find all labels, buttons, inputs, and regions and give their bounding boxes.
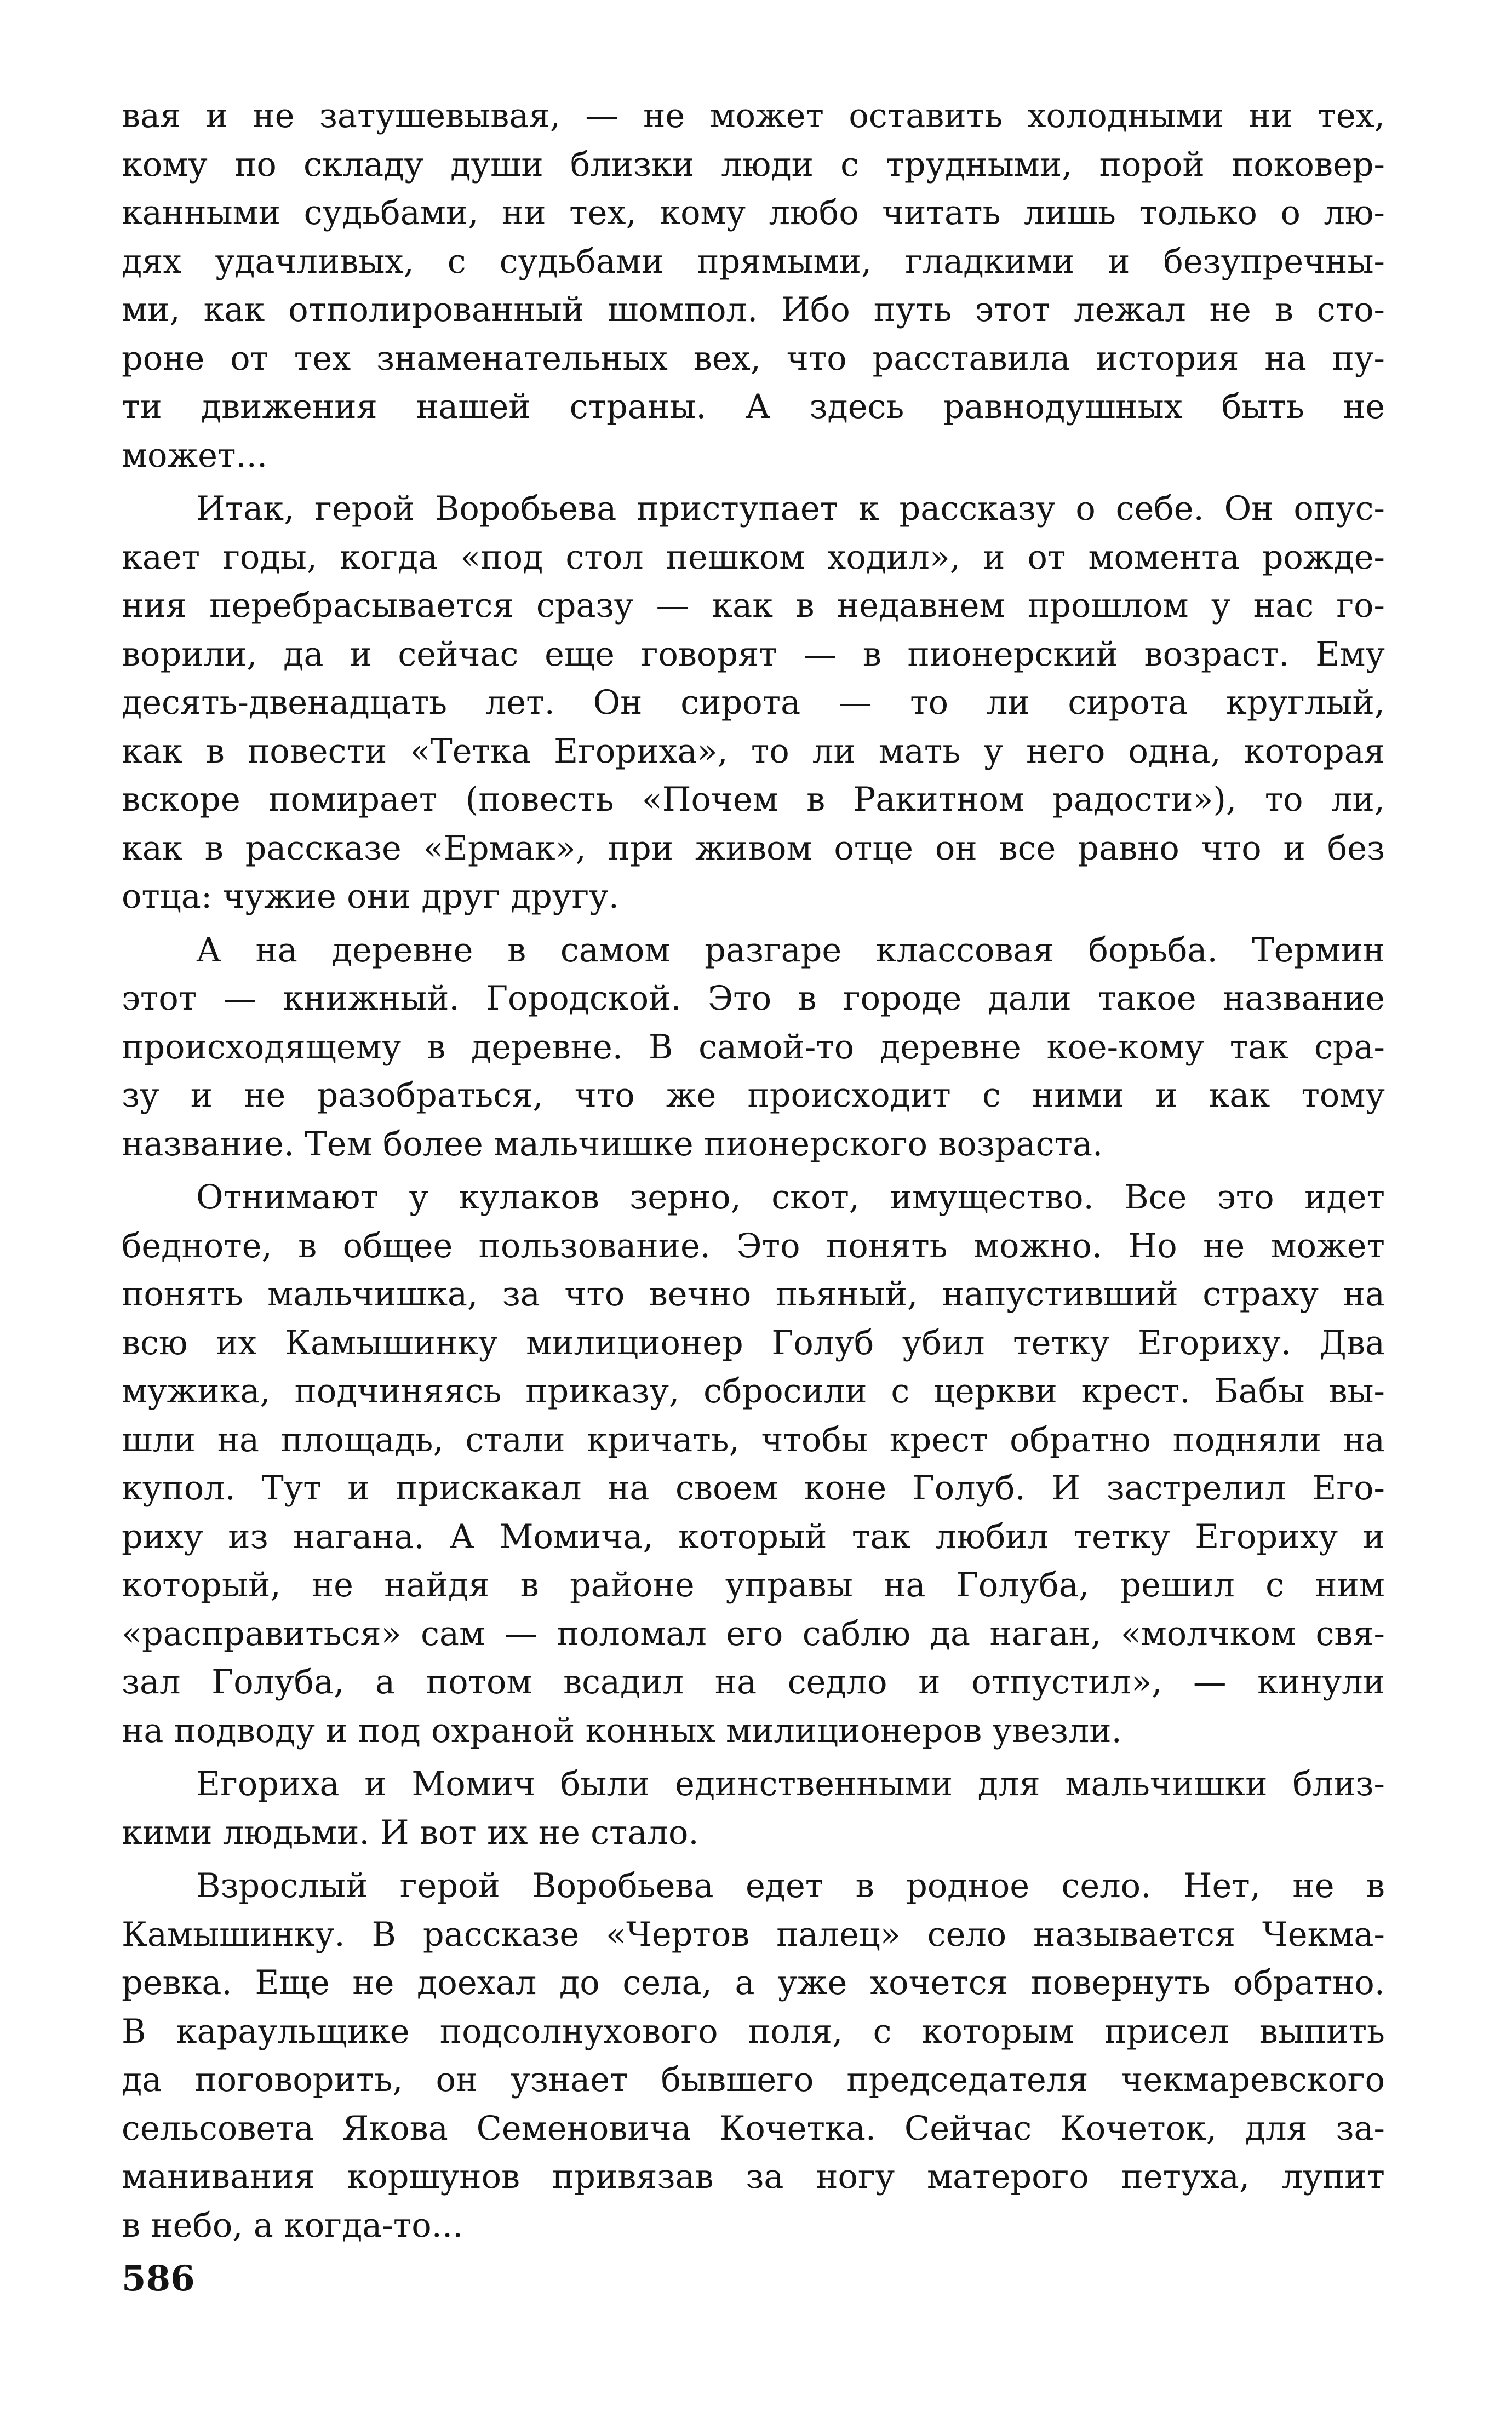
text-line: купол. Тут и прискакал на своем коне Голуб. И застрелил Его- — [122, 1469, 1385, 1508]
text-line: Камышинку. В рассказе «Чертов палец» село называется Чекма- — [122, 1915, 1385, 1954]
text-line: кает годы, когда «под стол пешком ходил», и от момента рожде- — [122, 538, 1385, 577]
page-number: 586 — [122, 2258, 195, 2299]
text-line: Отнимают у кулаков зерно, скот, имущество. Все это идет — [196, 1178, 1385, 1217]
text-line: этот — книжный. Городской. Это в городе дали такое название — [122, 979, 1385, 1018]
text-line: вая и не затушевывая, — не может оставить холодными ни тех, — [122, 97, 1385, 135]
paragraph-2 — [122, 485, 1385, 921]
text-line: ревка. Еще не доехал до села, а уже хочется повернуть обратно. — [122, 1964, 1385, 2002]
text-line: в небо, а когда-то... — [122, 2206, 463, 2245]
text-column — [122, 92, 1385, 2255]
text-line: ти движения нашей страны. А здесь равнодушных быть не — [122, 388, 1385, 426]
text-line: как в рассказе «Ермак», при живом отце он все равно что и без — [122, 829, 1385, 868]
text-line: который, не найдя в районе управы на Голуба, решил с ним — [122, 1566, 1385, 1605]
paragraph-3 — [122, 926, 1385, 1169]
text-line: шли на площадь, стали кричать, чтобы крест обратно подняли на — [122, 1420, 1385, 1459]
text-line: всю их Камышинку милиционер Голуб убил тетку Егориху. Два — [122, 1324, 1385, 1362]
text-line: название. Тем более мальчишке пионерского возраста. — [122, 1125, 1103, 1164]
paragraph-6 — [122, 1862, 1385, 2250]
text-line: Итак, герой Воробьева приступает к рассказу о себе. Он опус- — [196, 490, 1385, 528]
text-line: канными судьбами, ни тех, кому любо читать лишь только о лю- — [122, 194, 1385, 232]
text-line: манивания коршунов привязав за ногу матерого петуха, лупит — [122, 2158, 1385, 2196]
text-line: А на деревне в самом разгаре классовая борьба. Термин — [196, 931, 1385, 970]
paragraph-1 — [122, 92, 1385, 480]
text-line: дях удачливых, с судьбами прямыми, гладкими и безупречны- — [122, 242, 1385, 281]
text-line: происходящему в деревне. В самой-то деревне кое-кому так сра- — [122, 1028, 1385, 1067]
text-line: кими людьми. И вот их не стало. — [122, 1813, 699, 1852]
paragraph-5 — [122, 1760, 1385, 1857]
text-line: зал Голуба, а потом всадил на седло и отпустил», — кинули — [122, 1663, 1385, 1701]
paragraph-4 — [122, 1173, 1385, 1755]
text-line: роне от тех знаменательных вех, что расставила история на пу- — [122, 339, 1385, 378]
text-line: мужика, подчиняясь приказу, сбросили с церкви крест. Бабы вы- — [122, 1372, 1385, 1411]
text-line: Взрослый герой Воробьева едет в родное село. Нет, не в — [196, 1867, 1385, 1905]
text-line: понять мальчишка, за что вечно пьяный, напустивший страху на — [122, 1275, 1385, 1314]
text-line: на подводу и под охраной конных милиционеров увезли. — [122, 1711, 1122, 1750]
text-line: как в повести «Тетка Егориха», то ли мать у него одна, которая — [122, 732, 1385, 771]
text-line: В караульщике подсолнухового поля, с которым присел выпить — [122, 2012, 1385, 2051]
text-line: десять-двенадцать лет. Он сирота — то ли сирота круглый, — [122, 684, 1385, 722]
text-line: ворили, да и сейчас еще говорят — в пионерский возраст. Ему — [122, 635, 1385, 674]
text-line: вскоре помирает (повесть «Почем в Ракитном радости»), то ли, — [122, 781, 1385, 819]
text-line: отца: чужие они друг другу. — [122, 878, 620, 916]
text-line: бедноте, в общее пользование. Это понять можно. Но не может — [122, 1227, 1385, 1265]
text-line: «расправиться» сам — поломал его саблю да наган, «молчком свя- — [122, 1614, 1385, 1653]
text-line: риху из нагана. А Момича, который так любил тетку Егориху и — [122, 1517, 1385, 1556]
text-line: да поговорить, он узнает бывшего председателя чекмаревского — [122, 2061, 1385, 2099]
text-line: Егориха и Момич были единственными для мальчишки близ- — [196, 1765, 1385, 1803]
text-line: кому по складу души близки люди с трудными, порой поковер- — [122, 145, 1385, 184]
text-line: ния перебрасывается сразу — как в недавнем прошлом у нас го- — [122, 587, 1385, 625]
text-line: ми, как отполированный шомпол. Ибо путь этот лежал не в сто- — [122, 291, 1385, 329]
text-line: может... — [122, 436, 268, 475]
text-line: зу и не разобраться, что же происходит с ними и как тому — [122, 1076, 1385, 1115]
text-line: сельсовета Якова Семеновича Кочетка. Сейчас Кочеток, для за- — [122, 2109, 1385, 2148]
